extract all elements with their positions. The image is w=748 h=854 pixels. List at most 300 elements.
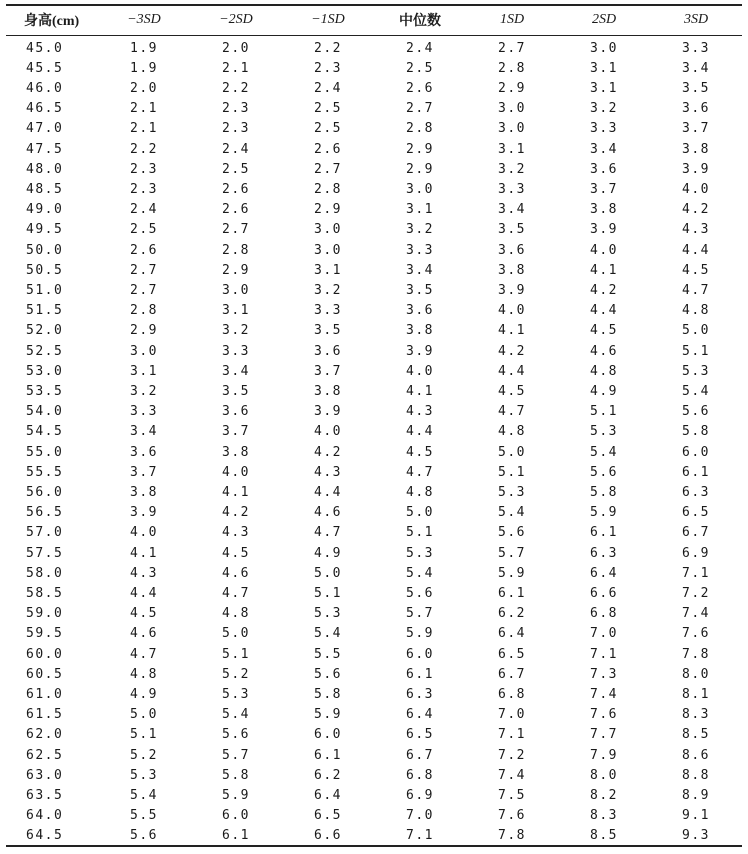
value-cell: 6.3 <box>590 545 618 561</box>
value-cell: 4.5 <box>406 444 434 460</box>
height-cell: 57.0 <box>26 525 64 541</box>
table-row <box>6 462 742 482</box>
table-row <box>6 381 742 401</box>
value-cell: 3.0 <box>590 40 618 56</box>
value-cell: 3.2 <box>314 282 342 298</box>
value-cell: 5.0 <box>222 626 250 642</box>
value-cell: 7.6 <box>590 707 618 723</box>
value-cell: 4.8 <box>222 606 250 622</box>
table-row <box>6 664 742 684</box>
value-cell: 6.5 <box>682 505 710 521</box>
value-cell: 3.6 <box>590 161 618 177</box>
table-row <box>6 785 742 805</box>
value-cell: 7.5 <box>498 787 526 803</box>
table-row <box>6 99 742 119</box>
height-cell: 45.5 <box>26 60 64 76</box>
table-row <box>6 240 742 260</box>
value-cell: 2.6 <box>130 242 158 258</box>
value-cell: 4.0 <box>130 525 158 541</box>
height-cell: 60.5 <box>26 666 64 682</box>
value-cell: 4.6 <box>130 626 158 642</box>
value-cell: 5.7 <box>498 545 526 561</box>
value-cell: 3.0 <box>314 222 342 238</box>
value-cell: 6.1 <box>498 585 526 601</box>
value-cell: 8.8 <box>682 767 710 783</box>
value-cell: 2.6 <box>406 80 434 96</box>
value-cell: 6.2 <box>498 606 526 622</box>
value-cell: 5.5 <box>130 808 158 824</box>
height-cell: 51.5 <box>26 303 64 319</box>
value-cell: 4.4 <box>590 303 618 319</box>
value-cell: 4.7 <box>314 525 342 541</box>
value-cell: 4.0 <box>406 363 434 379</box>
header-minus-1sd: −1SD <box>311 12 345 27</box>
value-cell: 2.7 <box>130 262 158 278</box>
value-cell: 5.0 <box>130 707 158 723</box>
value-cell: 3.0 <box>498 121 526 137</box>
value-cell: 3.3 <box>314 303 342 319</box>
value-cell: 6.3 <box>682 484 710 500</box>
value-cell: 4.0 <box>590 242 618 258</box>
value-cell: 3.4 <box>498 202 526 218</box>
value-cell: 6.1 <box>682 464 710 480</box>
value-cell: 4.0 <box>682 181 710 197</box>
value-cell: 3.6 <box>130 444 158 460</box>
height-cell: 63.0 <box>26 767 64 783</box>
value-cell: 2.7 <box>498 40 526 56</box>
height-cell: 64.0 <box>26 808 64 824</box>
table-row <box>6 523 742 543</box>
value-cell: 6.9 <box>406 787 434 803</box>
table-row <box>6 503 742 523</box>
value-cell: 3.3 <box>682 40 710 56</box>
value-cell: 2.9 <box>222 262 250 278</box>
value-cell: 5.4 <box>498 505 526 521</box>
header-median: 中位数 <box>399 14 441 29</box>
table-row <box>6 725 742 745</box>
value-cell: 4.5 <box>222 545 250 561</box>
value-cell: 3.1 <box>498 141 526 157</box>
value-cell: 2.7 <box>222 222 250 238</box>
value-cell: 3.4 <box>406 262 434 278</box>
height-cell: 47.0 <box>26 121 64 137</box>
table-row <box>6 179 742 199</box>
height-cell: 59.0 <box>26 606 64 622</box>
value-cell: 3.4 <box>590 141 618 157</box>
value-cell: 4.3 <box>406 404 434 420</box>
height-cell: 54.0 <box>26 404 64 420</box>
value-cell: 4.9 <box>314 545 342 561</box>
value-cell: 4.7 <box>130 646 158 662</box>
value-cell: 6.0 <box>682 444 710 460</box>
value-cell: 6.7 <box>406 747 434 763</box>
value-cell: 2.5 <box>314 101 342 117</box>
value-cell: 5.6 <box>498 525 526 541</box>
height-cell: 64.5 <box>26 828 64 844</box>
value-cell: 3.7 <box>682 121 710 137</box>
value-cell: 4.4 <box>498 363 526 379</box>
value-cell: 5.6 <box>590 464 618 480</box>
height-cell: 46.5 <box>26 101 64 117</box>
value-cell: 4.4 <box>682 242 710 258</box>
value-cell: 2.8 <box>406 121 434 137</box>
height-cell: 52.0 <box>26 323 64 339</box>
value-cell: 3.5 <box>498 222 526 238</box>
height-cell: 48.5 <box>26 181 64 197</box>
value-cell: 5.3 <box>498 484 526 500</box>
value-cell: 3.8 <box>498 262 526 278</box>
value-cell: 4.0 <box>498 303 526 319</box>
value-cell: 9.1 <box>682 808 710 824</box>
value-cell: 3.3 <box>130 404 158 420</box>
value-cell: 5.1 <box>130 727 158 743</box>
value-cell: 5.0 <box>314 565 342 581</box>
value-cell: 5.3 <box>590 424 618 440</box>
table-row <box>6 624 742 644</box>
table-row <box>6 139 742 159</box>
value-cell: 4.3 <box>222 525 250 541</box>
value-cell: 5.4 <box>314 626 342 642</box>
value-cell: 2.8 <box>222 242 250 258</box>
value-cell: 6.7 <box>498 666 526 682</box>
value-cell: 6.1 <box>590 525 618 541</box>
height-cell: 47.5 <box>26 141 64 157</box>
value-cell: 3.7 <box>314 363 342 379</box>
value-cell: 5.3 <box>222 686 250 702</box>
value-cell: 7.1 <box>498 727 526 743</box>
value-cell: 2.4 <box>130 202 158 218</box>
value-cell: 9.3 <box>682 828 710 844</box>
height-cell: 50.5 <box>26 262 64 278</box>
value-cell: 7.6 <box>498 808 526 824</box>
value-cell: 7.7 <box>590 727 618 743</box>
value-cell: 8.5 <box>590 828 618 844</box>
value-cell: 2.6 <box>314 141 342 157</box>
value-cell: 8.5 <box>682 727 710 743</box>
table-row <box>6 58 742 78</box>
value-cell: 2.3 <box>314 60 342 76</box>
value-cell: 3.7 <box>222 424 250 440</box>
value-cell: 4.3 <box>682 222 710 238</box>
value-cell: 3.4 <box>222 363 250 379</box>
value-cell: 2.9 <box>314 202 342 218</box>
header-3sd: 3SD <box>683 12 709 27</box>
table-row <box>6 583 742 603</box>
table-row <box>6 806 742 826</box>
value-cell: 3.9 <box>314 404 342 420</box>
value-cell: 2.8 <box>130 303 158 319</box>
value-cell: 3.2 <box>130 383 158 399</box>
value-cell: 6.0 <box>406 646 434 662</box>
value-cell: 6.8 <box>406 767 434 783</box>
value-cell: 7.4 <box>682 606 710 622</box>
value-cell: 5.3 <box>682 363 710 379</box>
table-bottom-rule <box>6 845 742 847</box>
value-cell: 2.3 <box>130 161 158 177</box>
value-cell: 4.5 <box>590 323 618 339</box>
value-cell: 2.5 <box>314 121 342 137</box>
value-cell: 2.3 <box>130 181 158 197</box>
table-row <box>6 765 742 785</box>
value-cell: 6.9 <box>682 545 710 561</box>
height-cell: 51.0 <box>26 282 64 298</box>
value-cell: 7.4 <box>498 767 526 783</box>
value-cell: 6.2 <box>314 767 342 783</box>
value-cell: 5.2 <box>130 747 158 763</box>
value-cell: 6.6 <box>590 585 618 601</box>
value-cell: 2.2 <box>130 141 158 157</box>
value-cell: 5.6 <box>222 727 250 743</box>
table-row <box>6 301 742 321</box>
value-cell: 3.1 <box>130 363 158 379</box>
height-cell: 62.5 <box>26 747 64 763</box>
value-cell: 6.4 <box>314 787 342 803</box>
value-cell: 5.4 <box>222 707 250 723</box>
value-cell: 3.1 <box>406 202 434 218</box>
value-cell: 6.5 <box>498 646 526 662</box>
value-cell: 7.8 <box>498 828 526 844</box>
value-cell: 5.9 <box>590 505 618 521</box>
value-cell: 3.8 <box>682 141 710 157</box>
value-cell: 6.8 <box>590 606 618 622</box>
value-cell: 2.6 <box>222 181 250 197</box>
value-cell: 3.8 <box>222 444 250 460</box>
value-cell: 2.0 <box>130 80 158 96</box>
value-cell: 3.3 <box>222 343 250 359</box>
value-cell: 7.0 <box>590 626 618 642</box>
value-cell: 5.3 <box>406 545 434 561</box>
value-cell: 4.5 <box>130 606 158 622</box>
value-cell: 2.9 <box>406 161 434 177</box>
value-cell: 1.9 <box>130 60 158 76</box>
value-cell: 2.5 <box>406 60 434 76</box>
height-cell: 53.5 <box>26 383 64 399</box>
value-cell: 6.8 <box>498 686 526 702</box>
value-cell: 5.1 <box>406 525 434 541</box>
value-cell: 7.0 <box>498 707 526 723</box>
value-cell: 4.8 <box>130 666 158 682</box>
value-cell: 5.4 <box>590 444 618 460</box>
table-row <box>6 604 742 624</box>
table-row <box>6 644 742 664</box>
value-cell: 5.1 <box>590 404 618 420</box>
value-cell: 2.4 <box>314 80 342 96</box>
table-row <box>6 442 742 462</box>
value-cell: 3.5 <box>682 80 710 96</box>
table-row <box>6 321 742 341</box>
table-row <box>6 159 742 179</box>
value-cell: 3.9 <box>590 222 618 238</box>
value-cell: 3.0 <box>498 101 526 117</box>
value-cell: 3.6 <box>222 404 250 420</box>
value-cell: 3.7 <box>130 464 158 480</box>
value-cell: 4.5 <box>498 383 526 399</box>
value-cell: 6.1 <box>222 828 250 844</box>
height-cell: 57.5 <box>26 545 64 561</box>
value-cell: 4.1 <box>590 262 618 278</box>
height-cell: 61.5 <box>26 707 64 723</box>
table-row <box>6 826 742 846</box>
table-header-rule <box>6 35 742 36</box>
value-cell: 8.0 <box>682 666 710 682</box>
value-cell: 3.2 <box>498 161 526 177</box>
value-cell: 7.1 <box>590 646 618 662</box>
value-cell: 2.7 <box>130 282 158 298</box>
value-cell: 6.1 <box>314 747 342 763</box>
value-cell: 7.4 <box>590 686 618 702</box>
height-cell: 48.0 <box>26 161 64 177</box>
value-cell: 4.3 <box>130 565 158 581</box>
value-cell: 5.6 <box>406 585 434 601</box>
table-row <box>6 745 742 765</box>
value-cell: 2.9 <box>498 80 526 96</box>
height-cell: 53.0 <box>26 363 64 379</box>
value-cell: 4.8 <box>406 484 434 500</box>
value-cell: 3.4 <box>682 60 710 76</box>
value-cell: 2.2 <box>314 40 342 56</box>
table-row <box>6 260 742 280</box>
value-cell: 7.3 <box>590 666 618 682</box>
value-cell: 4.6 <box>590 343 618 359</box>
value-cell: 4.0 <box>222 464 250 480</box>
value-cell: 2.4 <box>222 141 250 157</box>
value-cell: 3.6 <box>682 101 710 117</box>
value-cell: 4.1 <box>222 484 250 500</box>
height-cell: 49.0 <box>26 202 64 218</box>
value-cell: 3.0 <box>130 343 158 359</box>
value-cell: 3.0 <box>222 282 250 298</box>
value-cell: 4.9 <box>130 686 158 702</box>
value-cell: 2.9 <box>406 141 434 157</box>
value-cell: 8.1 <box>682 686 710 702</box>
value-cell: 7.1 <box>682 565 710 581</box>
value-cell: 3.3 <box>590 121 618 137</box>
value-cell: 3.6 <box>314 343 342 359</box>
value-cell: 5.6 <box>682 404 710 420</box>
value-cell: 7.2 <box>498 747 526 763</box>
height-cell: 56.0 <box>26 484 64 500</box>
value-cell: 5.4 <box>130 787 158 803</box>
value-cell: 5.7 <box>222 747 250 763</box>
table-row <box>6 200 742 220</box>
value-cell: 3.8 <box>590 202 618 218</box>
value-cell: 6.1 <box>406 666 434 682</box>
value-cell: 2.2 <box>222 80 250 96</box>
value-cell: 7.9 <box>590 747 618 763</box>
value-cell: 3.1 <box>314 262 342 278</box>
value-cell: 4.2 <box>590 282 618 298</box>
height-cell: 58.5 <box>26 585 64 601</box>
height-cell: 52.5 <box>26 343 64 359</box>
value-cell: 3.9 <box>130 505 158 521</box>
value-cell: 4.6 <box>314 505 342 521</box>
value-cell: 4.6 <box>222 565 250 581</box>
value-cell: 7.6 <box>682 626 710 642</box>
value-cell: 3.1 <box>590 80 618 96</box>
value-cell: 7.0 <box>406 808 434 824</box>
table-row <box>6 482 742 502</box>
value-cell: 5.9 <box>406 626 434 642</box>
table-row <box>6 684 742 704</box>
value-cell: 5.0 <box>406 505 434 521</box>
table-row <box>6 422 742 442</box>
value-cell: 4.8 <box>682 303 710 319</box>
value-cell: 7.1 <box>406 828 434 844</box>
value-cell: 3.0 <box>406 181 434 197</box>
value-cell: 2.1 <box>130 121 158 137</box>
value-cell: 4.2 <box>682 202 710 218</box>
value-cell: 4.1 <box>406 383 434 399</box>
header-height: 身高(cm) <box>24 14 80 29</box>
value-cell: 3.5 <box>222 383 250 399</box>
value-cell: 2.1 <box>130 101 158 117</box>
value-cell: 3.9 <box>406 343 434 359</box>
value-cell: 5.8 <box>682 424 710 440</box>
value-cell: 4.5 <box>682 262 710 278</box>
value-cell: 3.3 <box>406 242 434 258</box>
value-cell: 2.7 <box>314 161 342 177</box>
value-cell: 5.8 <box>222 767 250 783</box>
value-cell: 5.2 <box>222 666 250 682</box>
value-cell: 3.1 <box>590 60 618 76</box>
height-cell: 49.5 <box>26 222 64 238</box>
value-cell: 5.1 <box>222 646 250 662</box>
value-cell: 5.1 <box>314 585 342 601</box>
table-row <box>6 119 742 139</box>
value-cell: 2.3 <box>222 121 250 137</box>
value-cell: 5.3 <box>314 606 342 622</box>
value-cell: 2.4 <box>406 40 434 56</box>
header-1sd: 1SD <box>499 12 525 27</box>
value-cell: 6.3 <box>406 686 434 702</box>
value-cell: 8.2 <box>590 787 618 803</box>
table-row <box>6 78 742 98</box>
value-cell: 2.8 <box>314 181 342 197</box>
value-cell: 4.0 <box>314 424 342 440</box>
value-cell: 1.9 <box>130 40 158 56</box>
header-minus-2sd: −2SD <box>219 12 253 27</box>
value-cell: 4.4 <box>130 585 158 601</box>
value-cell: 2.7 <box>406 101 434 117</box>
value-cell: 4.7 <box>682 282 710 298</box>
value-cell: 5.8 <box>590 484 618 500</box>
value-cell: 3.8 <box>406 323 434 339</box>
value-cell: 6.5 <box>406 727 434 743</box>
value-cell: 8.0 <box>590 767 618 783</box>
height-cell: 55.0 <box>26 444 64 460</box>
value-cell: 2.9 <box>130 323 158 339</box>
value-cell: 5.5 <box>314 646 342 662</box>
table-row <box>6 543 742 563</box>
value-cell: 3.9 <box>498 282 526 298</box>
value-cell: 5.1 <box>498 464 526 480</box>
value-cell: 6.5 <box>314 808 342 824</box>
value-cell: 3.8 <box>130 484 158 500</box>
value-cell: 3.8 <box>314 383 342 399</box>
value-cell: 5.0 <box>682 323 710 339</box>
value-cell: 3.2 <box>590 101 618 117</box>
height-cell: 50.0 <box>26 242 64 258</box>
value-cell: 8.6 <box>682 747 710 763</box>
height-cell: 45.0 <box>26 40 64 56</box>
table-row <box>6 563 742 583</box>
value-cell: 5.9 <box>222 787 250 803</box>
height-cell: 60.0 <box>26 646 64 662</box>
value-cell: 4.7 <box>222 585 250 601</box>
value-cell: 2.1 <box>222 60 250 76</box>
value-cell: 4.8 <box>498 424 526 440</box>
table-header-row <box>6 5 742 35</box>
